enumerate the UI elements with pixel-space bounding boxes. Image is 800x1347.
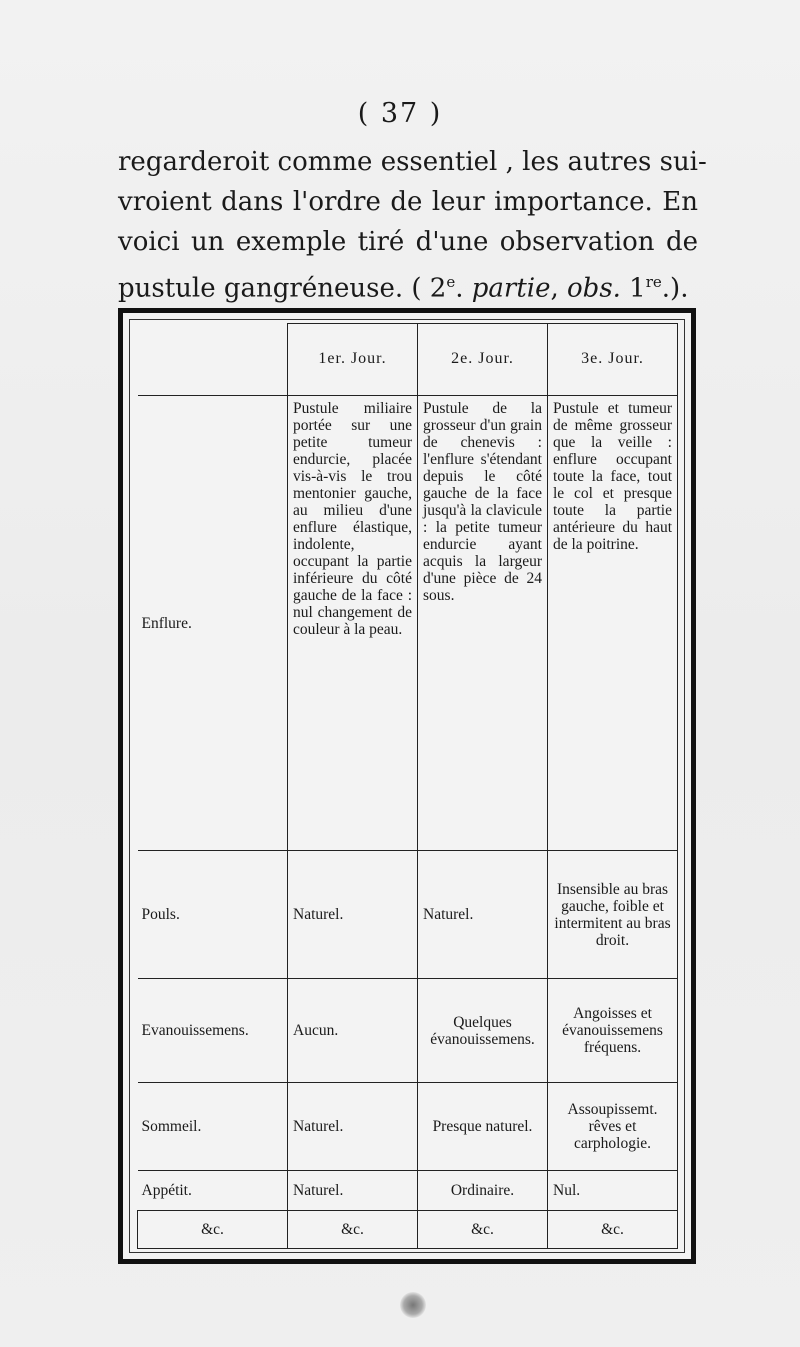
table-cell: Insensible au bras gauche, foible et intermitent au bras droit. bbox=[548, 851, 678, 979]
row-label: Sommeil. bbox=[138, 1083, 288, 1171]
intro-line-4: pustule gangréneuse. ( 2e. partie, obs. 1re.). bbox=[118, 273, 689, 304]
intro-line-3: voici un exemple tiré d'une observation de bbox=[118, 227, 698, 257]
intro-line-1: regarderoit comme essentiel , les autres sui- bbox=[118, 147, 707, 177]
table-row bbox=[138, 396, 678, 851]
table-cell: Pustule et tumeur de même grosseur que la veille : enflure occupant toute la face, tout le col et presque toute la partie antérieure du haut de la poitrine. bbox=[548, 396, 678, 851]
observation-table bbox=[137, 323, 678, 1249]
table-cell: &c. bbox=[288, 1211, 418, 1249]
intro-line-2: vroient dans l'ordre de leur importance. En bbox=[118, 187, 698, 217]
column-header: 3e. Jour. bbox=[548, 324, 678, 396]
table-row bbox=[138, 1083, 678, 1171]
table-cell: &c. bbox=[418, 1211, 548, 1249]
intro-paragraph bbox=[118, 142, 707, 309]
table-header-row bbox=[138, 324, 678, 396]
row-label: Evanouissemens. bbox=[138, 979, 288, 1083]
table-cell: Pustule de la grosseur d'un grain de chenevis : l'enflure s'étendant depuis le côté gauche de la face jusqu'à la clavicule : la petite tumeur endurcie ayant acquis la largeur d'une pièce de 24 sous. bbox=[418, 396, 548, 851]
table-cell: Quelques évanouissemens. bbox=[418, 979, 548, 1083]
row-label: Appétit. bbox=[138, 1171, 288, 1211]
table-cell: Aucun. bbox=[288, 979, 418, 1083]
observation-table-frame bbox=[118, 308, 696, 1264]
table-cell: Angoisses et évanouissemens fréquens. bbox=[548, 979, 678, 1083]
table-row bbox=[138, 851, 678, 979]
row-label: Pouls. bbox=[138, 851, 288, 979]
table-row bbox=[138, 1171, 678, 1211]
row-label: Enflure. bbox=[138, 396, 288, 851]
table-cell: Naturel. bbox=[288, 851, 418, 979]
table-cell: Presque naturel. bbox=[418, 1083, 548, 1171]
table-cell: &c. bbox=[548, 1211, 678, 1249]
table-row bbox=[138, 1211, 678, 1249]
corner-cell bbox=[138, 324, 288, 396]
citation-part: partie bbox=[471, 273, 551, 304]
table-cell: Naturel. bbox=[288, 1171, 418, 1211]
table-cell: Pustule miliaire portée sur une petite tumeur endurcie, placée vis-à-vis le trou mentonier gauche, au milieu d'une enflure élastique, indolente, occupant la partie inférieure du côté gauche de la face : nul changement de couleur à la peau. bbox=[288, 396, 418, 851]
table-cell: Ordinaire. bbox=[418, 1171, 548, 1211]
column-header: 1er. Jour. bbox=[288, 324, 418, 396]
column-header: 2e. Jour. bbox=[418, 324, 548, 396]
table-cell: Assoupissemt. rêves et carphologie. bbox=[548, 1083, 678, 1171]
row-label: &c. bbox=[138, 1211, 288, 1249]
ink-stain bbox=[400, 1292, 426, 1318]
table-cell: Naturel. bbox=[418, 851, 548, 979]
table-cell: Nul. bbox=[548, 1171, 678, 1211]
page-number: ( 37 ) bbox=[357, 98, 443, 129]
citation-obs: obs. bbox=[567, 273, 621, 304]
table-row bbox=[138, 979, 678, 1083]
table-cell: Naturel. bbox=[288, 1083, 418, 1171]
